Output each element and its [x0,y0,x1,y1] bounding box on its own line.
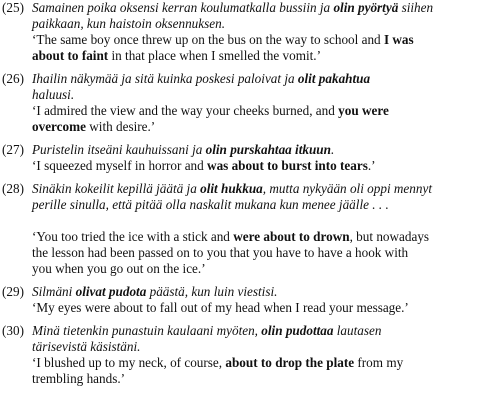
bold-segment: about to drop the plate [225,355,355,370]
example-body [32,0,484,64]
text-segment: siihen [398,0,434,15]
bold-segment: about to faint [32,48,109,63]
text-segment: ‘My eyes were about to fall out of my head when I read your message.’ [32,300,409,315]
paragraph-gap [32,213,484,229]
english-translation-line [32,300,484,316]
bold-segment: overcome [32,119,86,134]
text-segment: paikkaan, kun haistoin oksennuksen. [32,16,226,31]
english-translation-line [32,371,484,387]
example-body [32,142,484,174]
example-item [0,323,492,387]
example-number: (26) [2,71,24,86]
english-translation-line [32,261,484,277]
text-segment: Silmäni [32,284,76,299]
bold-segment: olin pyörtyä [333,0,399,15]
bold-segment: olin pudottaa [261,323,334,338]
text-segment: with desire.’ [85,119,156,134]
english-translation-line [32,119,484,135]
text-segment: you when you go out on the ice.’ [32,261,206,276]
finnish-sentence-line [32,181,484,197]
bold-segment: you were [338,103,389,118]
example-item [0,0,492,64]
example-body [32,284,484,316]
english-translation-line [32,355,484,371]
finnish-sentence-line [32,339,484,355]
text-segment: ‘You too tried the ice with a stick and [32,229,234,244]
finnish-sentence-line [32,284,484,300]
bold-segment: olin purskahtaa itkuun [205,142,331,157]
text-segment: päästä, kun luin viestisi. [146,284,278,299]
text-segment: ‘The same boy once threw up on the bus on the way to school and [32,32,384,47]
english-translation-line [32,158,484,174]
english-translation-line [32,245,484,261]
example-number: (25) [2,0,24,15]
english-translation-line [32,103,484,119]
finnish-sentence-line [32,323,484,339]
text-segment: ‘I squeezed myself in horror and [32,158,208,173]
finnish-sentence-line [32,142,484,158]
finnish-sentence-line [32,16,484,32]
text-segment: perille sinulla, että pitää olla naskalit mukana kun menee jäälle . . . [32,197,389,212]
bold-segment: I was [383,32,414,47]
text-segment: the lesson had been passed on to you that you have to have a hook with [32,245,409,260]
english-translation-line [32,32,484,48]
finnish-sentence-line [32,87,484,103]
english-translation-line [32,48,484,64]
text-segment: Puristelin itseäni kauhuissani ja [32,142,206,157]
text-segment: Minä tietenkin punastuin kaulaani myöten, [32,323,262,338]
text-segment: , mutta nykyään oli oppi mennyt [262,181,432,196]
example-number: (27) [2,142,24,157]
bold-segment: olit pakahtua [297,71,371,86]
example-item [0,71,492,135]
text-segment: ‘I admired the view and the way your cheeks burned, and [32,103,339,118]
text-segment: Ihailin näkymää ja sitä kuinka poskesi paloivat ja [32,71,298,86]
finnish-sentence-line [32,0,484,16]
bold-segment: olivat pudota [75,284,147,299]
example-body [32,181,484,277]
text-segment: .’ [367,158,376,173]
text-segment: in that place when I smelled the vomit.’ [108,48,321,63]
text-segment: trembling hands.’ [32,371,126,386]
example-body [32,323,484,387]
example-item [0,142,492,174]
english-translation-line [32,229,484,245]
text-segment: , but nowadays [349,229,430,244]
text-segment: from my [354,355,404,370]
example-number: (29) [2,284,24,299]
text-segment: Sinäkin kokeilit kepillä jäätä ja [32,181,201,196]
example-number: (30) [2,323,24,338]
text-segment: ‘I blushed up to my neck, of course, [32,355,226,370]
finnish-sentence-line [32,197,484,213]
text-segment: haluusi. [32,87,75,102]
text-segment: tärisevistä käsistäni. [32,339,141,354]
example-item [0,181,492,277]
example-number: (28) [2,181,24,196]
example-body [32,71,484,135]
text-segment: . [330,142,335,157]
example-item [0,284,492,316]
text-segment: Samainen poika oksensi kerran koulumatkalla bussiin ja [32,0,334,15]
finnish-sentence-line [32,71,484,87]
bold-segment: were about to drown [233,229,350,244]
bold-segment: olit hukkua [200,181,263,196]
bold-segment: was about to burst into tears [207,158,368,173]
text-segment: lautasen [333,323,382,338]
